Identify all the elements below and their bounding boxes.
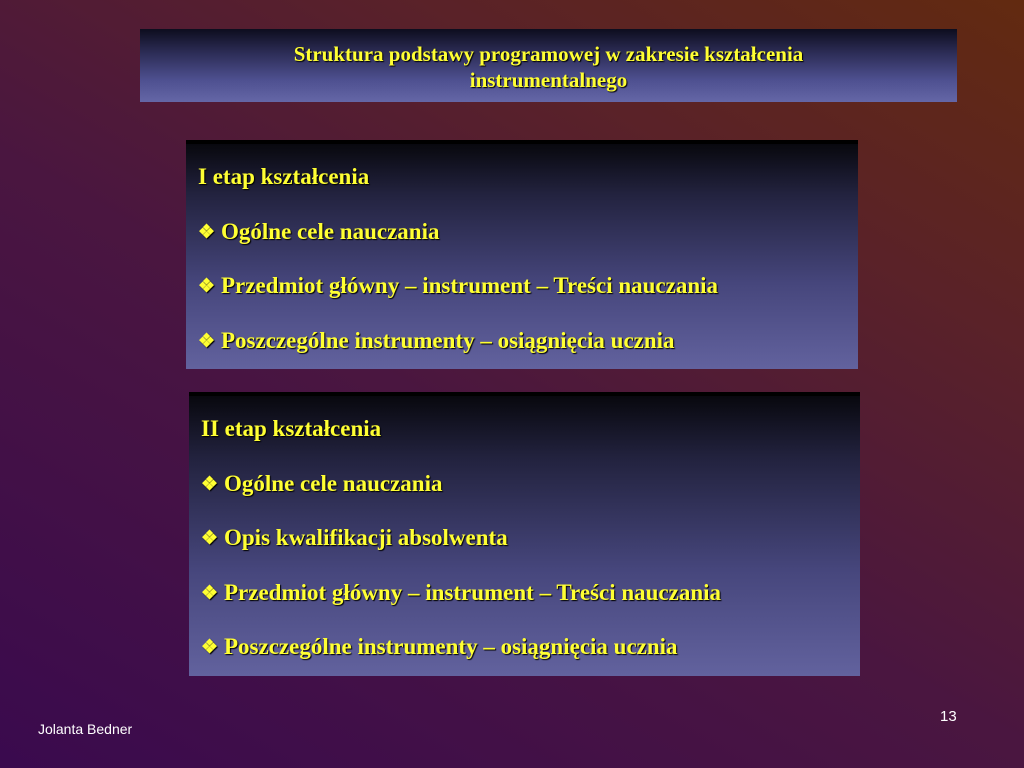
diamond-bullet-icon: ❖ [201, 582, 219, 604]
diamond-bullet-icon: ❖ [198, 276, 216, 297]
slide-title-line-2: instrumentalnego [469, 67, 628, 92]
diamond-bullet-icon: ❖ [198, 221, 216, 243]
stage-2-item [201, 471, 860, 497]
footer-author: Jolanta Bedner [38, 721, 133, 737]
slide-title-box [140, 29, 957, 102]
diamond-bullet-icon: ❖ [198, 330, 216, 352]
stage-1-item [198, 328, 858, 354]
stage-2-item-text: Opis kwalifikacji absolwenta [224, 525, 508, 550]
stage-1-item [198, 273, 858, 299]
stage-2-item-text: Ogólne cele nauczania [224, 470, 443, 496]
stage-2-item [201, 580, 860, 606]
page-number: 13 [940, 708, 957, 725]
stage-1-item [198, 219, 858, 245]
stage-1-panel [186, 140, 858, 369]
stage-2-panel [189, 392, 860, 676]
stage-2-item [201, 525, 860, 551]
stage-1-item-text: Przedmiot główny – instrument – Treści nauczania [221, 273, 719, 298]
stage-1-item-text: Poszczególne instrumenty – osiągnięcia ucznia [221, 327, 675, 353]
slide-title-line-1: Struktura podstawy programowej w zakresie kształcenia [293, 41, 804, 66]
stage-1-item-text: Ogólne cele nauczania [221, 218, 440, 244]
stage-2-item-text: Poszczególne instrumenty – osiągnięcia ucznia [224, 634, 678, 659]
diamond-bullet-icon: ❖ [201, 473, 219, 495]
diamond-bullet-icon: ❖ [201, 637, 219, 658]
diamond-bullet-icon: ❖ [201, 528, 219, 549]
stage-1-heading: I etap kształcenia [198, 164, 370, 189]
stage-2-item [201, 634, 860, 660]
stage-2-heading: II etap kształcenia [201, 416, 382, 441]
stage-2-item-text: Przedmiot główny – instrument – Treści nauczania [224, 579, 722, 605]
